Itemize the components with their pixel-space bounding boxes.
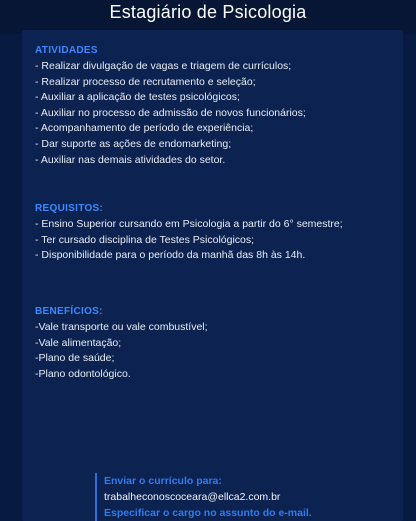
subject-instruction: Especificar o cargo no assunto do e-mail. bbox=[104, 507, 312, 519]
list-item: - Auxiliar no processo de admissão de novos funcionários; bbox=[35, 106, 306, 119]
list-item: - Realizar divulgação de vagas e triagem de currículos; bbox=[35, 60, 292, 72]
atividades-heading: ATIVIDADES bbox=[35, 45, 98, 56]
list-item: - Auxiliar nas demais atividades do setor. bbox=[35, 153, 226, 166]
beneficios-list bbox=[35, 320, 208, 382]
list-item: - Ensino Superior cursando em Psicologia a partir do 6° semestre; bbox=[35, 218, 343, 230]
list-item: - Acompanhamento de período de experiência; bbox=[35, 122, 254, 135]
requisitos-section bbox=[35, 203, 343, 264]
beneficios-section bbox=[35, 306, 208, 382]
list-item: -Plano odontológico. bbox=[35, 367, 131, 380]
list-item: - Ter cursado disciplina de Testes Psicológicos; bbox=[35, 233, 255, 246]
atividades-list bbox=[35, 59, 306, 168]
list-item: - Realizar processo de recrutamento e seleção; bbox=[35, 75, 256, 88]
list-item: -Plano de saúde; bbox=[35, 352, 115, 365]
list-item: - Disponibilidade para o período da manhã das 8h às 14h. bbox=[35, 249, 306, 262]
contact-email[interactable]: trabalheconoscoceara@ellca2.com.br bbox=[104, 491, 281, 503]
list-item: -Vale alimentação; bbox=[35, 336, 122, 349]
atividades-section bbox=[35, 45, 306, 168]
beneficios-heading: BENEFÍCIOS: bbox=[35, 306, 103, 317]
application-footer bbox=[95, 473, 312, 521]
list-item: - Dar suporte as ações de endomarketing; bbox=[35, 137, 232, 150]
list-item: -Vale transporte ou vale combustível; bbox=[35, 321, 208, 333]
send-resume-label: Enviar o currículo para: bbox=[104, 475, 222, 487]
requisitos-heading: REQUISITOS: bbox=[35, 203, 104, 214]
list-item: - Auxiliar a aplicação de testes psicológicos; bbox=[35, 91, 240, 104]
page-title: Estagiário de Psicologia bbox=[109, 2, 307, 22]
requisitos-list bbox=[35, 217, 343, 264]
